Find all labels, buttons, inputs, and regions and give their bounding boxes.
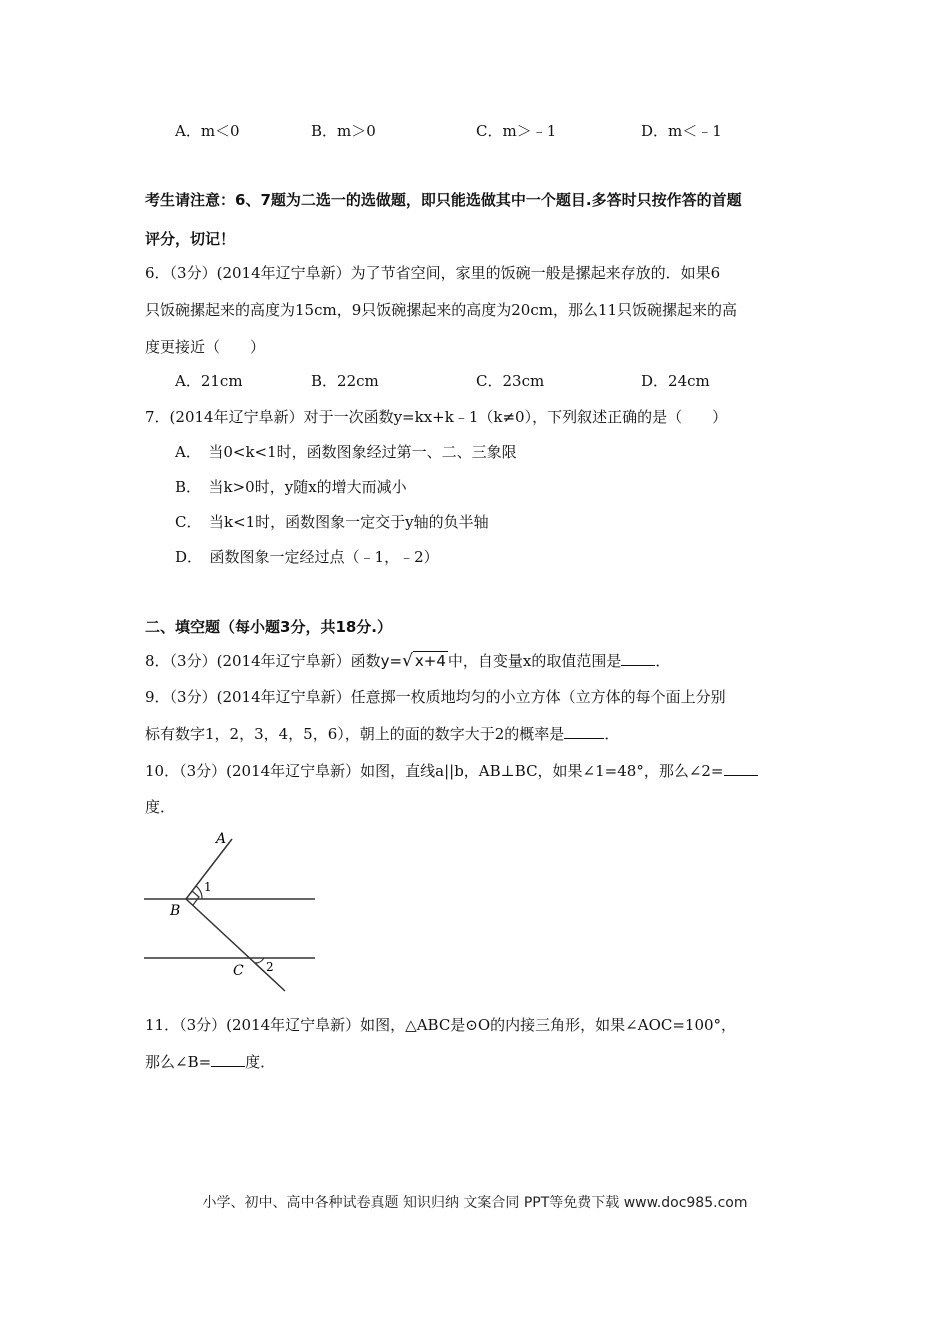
q8-formula-y: y= bbox=[380, 652, 403, 670]
q10-line-1 bbox=[145, 760, 758, 781]
q9-answer-blank bbox=[564, 724, 604, 739]
q6-line-2: 只饭碗摞起来的高度为15cm，9只饭碗摞起来的高度为20cm，那么11只饭碗摞起来的高 bbox=[145, 301, 738, 319]
label-a: A bbox=[216, 831, 227, 847]
q8-end: ． bbox=[655, 652, 671, 670]
q6-line-1: 6．（3分）(2014年辽宁阜新）为了节省空间，家里的饭碗一般是摞起来存放的．如果6 bbox=[145, 264, 721, 282]
q7-option-c: C． 当k<1时，函数图象一定交于y轴的负半轴 bbox=[175, 513, 489, 531]
q6-line-3: 度更接近（ ） bbox=[145, 338, 266, 356]
q7-stem: 7．(2014年辽宁阜新）对于一次函数y=kx+k﹣1（k≠0），下列叙述正确的是（ ） bbox=[145, 408, 728, 426]
section-2-title: 二、填空题（每小题3分，共18分.） bbox=[145, 618, 393, 636]
label-b: B bbox=[170, 903, 181, 919]
q10-answer-blank bbox=[724, 761, 758, 776]
q8-formula bbox=[381, 652, 448, 670]
q11-answer-blank bbox=[211, 1052, 245, 1067]
q9-line-2 bbox=[145, 723, 619, 744]
q8-line bbox=[145, 650, 670, 671]
q11-line-2 bbox=[145, 1051, 275, 1072]
label-2: 2 bbox=[266, 960, 274, 974]
right-angle-mark bbox=[192, 891, 199, 905]
q5-option-d: D．m＜﹣1 bbox=[641, 122, 722, 140]
q5-option-c: C．m＞﹣1 bbox=[476, 122, 557, 140]
q9-line-2-text: 标有数字1，2，3，4，5，6），朝上的面的数字大于2的概率是 bbox=[145, 725, 565, 743]
q7-option-b: B． 当k>0时，y随x的增大而减小 bbox=[175, 478, 407, 496]
label-1: 1 bbox=[204, 880, 212, 894]
q11-line-2-prefix: 那么∠B= bbox=[145, 1053, 212, 1071]
q9-line-1: 9．（3分）(2014年辽宁阜新）任意掷一枚质地均匀的小立方体（立方体的每个面上分别 bbox=[145, 688, 726, 706]
q8-suffix: 中，自变量x的取值范围是 bbox=[447, 652, 622, 670]
page-footer: 小学、初中、高中各种试卷真题 知识归纳 文案合同 PPT等免费下载 www.doc985.com bbox=[202, 1195, 748, 1211]
q8-answer-blank bbox=[621, 651, 655, 666]
label-c: C bbox=[233, 963, 244, 979]
q5-option-a: A．m＜0 bbox=[175, 122, 240, 140]
q7-option-d: D． 函数图象一定经过点（﹣1，﹣2） bbox=[175, 548, 439, 566]
notice-line-1: 考生请注意：6、7题为二选一的选做题，即只能选做其中一个题目.多答时只按作答的首题 bbox=[145, 191, 742, 209]
notice-line-2: 评分，切记！ bbox=[145, 230, 236, 248]
q6-option-c: C．23cm bbox=[476, 372, 545, 390]
sqrt-icon: √ bbox=[402, 651, 413, 671]
q6-option-b: B．22cm bbox=[311, 372, 379, 390]
geometry-figure bbox=[140, 825, 325, 1000]
q9-end: ． bbox=[604, 725, 620, 743]
angle-2-arc bbox=[255, 958, 264, 963]
q7-option-a: A． 当0<k<1时，函数图象经过第一、二、三象限 bbox=[175, 443, 517, 461]
q10-line-2: 度． bbox=[145, 798, 176, 816]
q11-line-1: 11．（3分）(2014年辽宁阜新）如图，△ABC是⊙O的内接三角形，如果∠AOC=100°， bbox=[145, 1016, 737, 1034]
q11-line-2-suffix: 度． bbox=[245, 1053, 276, 1071]
q6-option-a: A．21cm bbox=[175, 372, 243, 390]
q10-line-1-text: 10．（3分）(2014年辽宁阜新）如图，直线a||b，AB⊥BC，如果∠1=48°，那么∠2= bbox=[145, 762, 724, 780]
q5-option-b: B．m＞0 bbox=[311, 122, 376, 140]
q8-prefix: 8．（3分）(2014年辽宁阜新）函数 bbox=[145, 652, 381, 670]
q6-option-d: D．24cm bbox=[641, 372, 710, 390]
q8-formula-radicand: x+4 bbox=[414, 652, 446, 670]
